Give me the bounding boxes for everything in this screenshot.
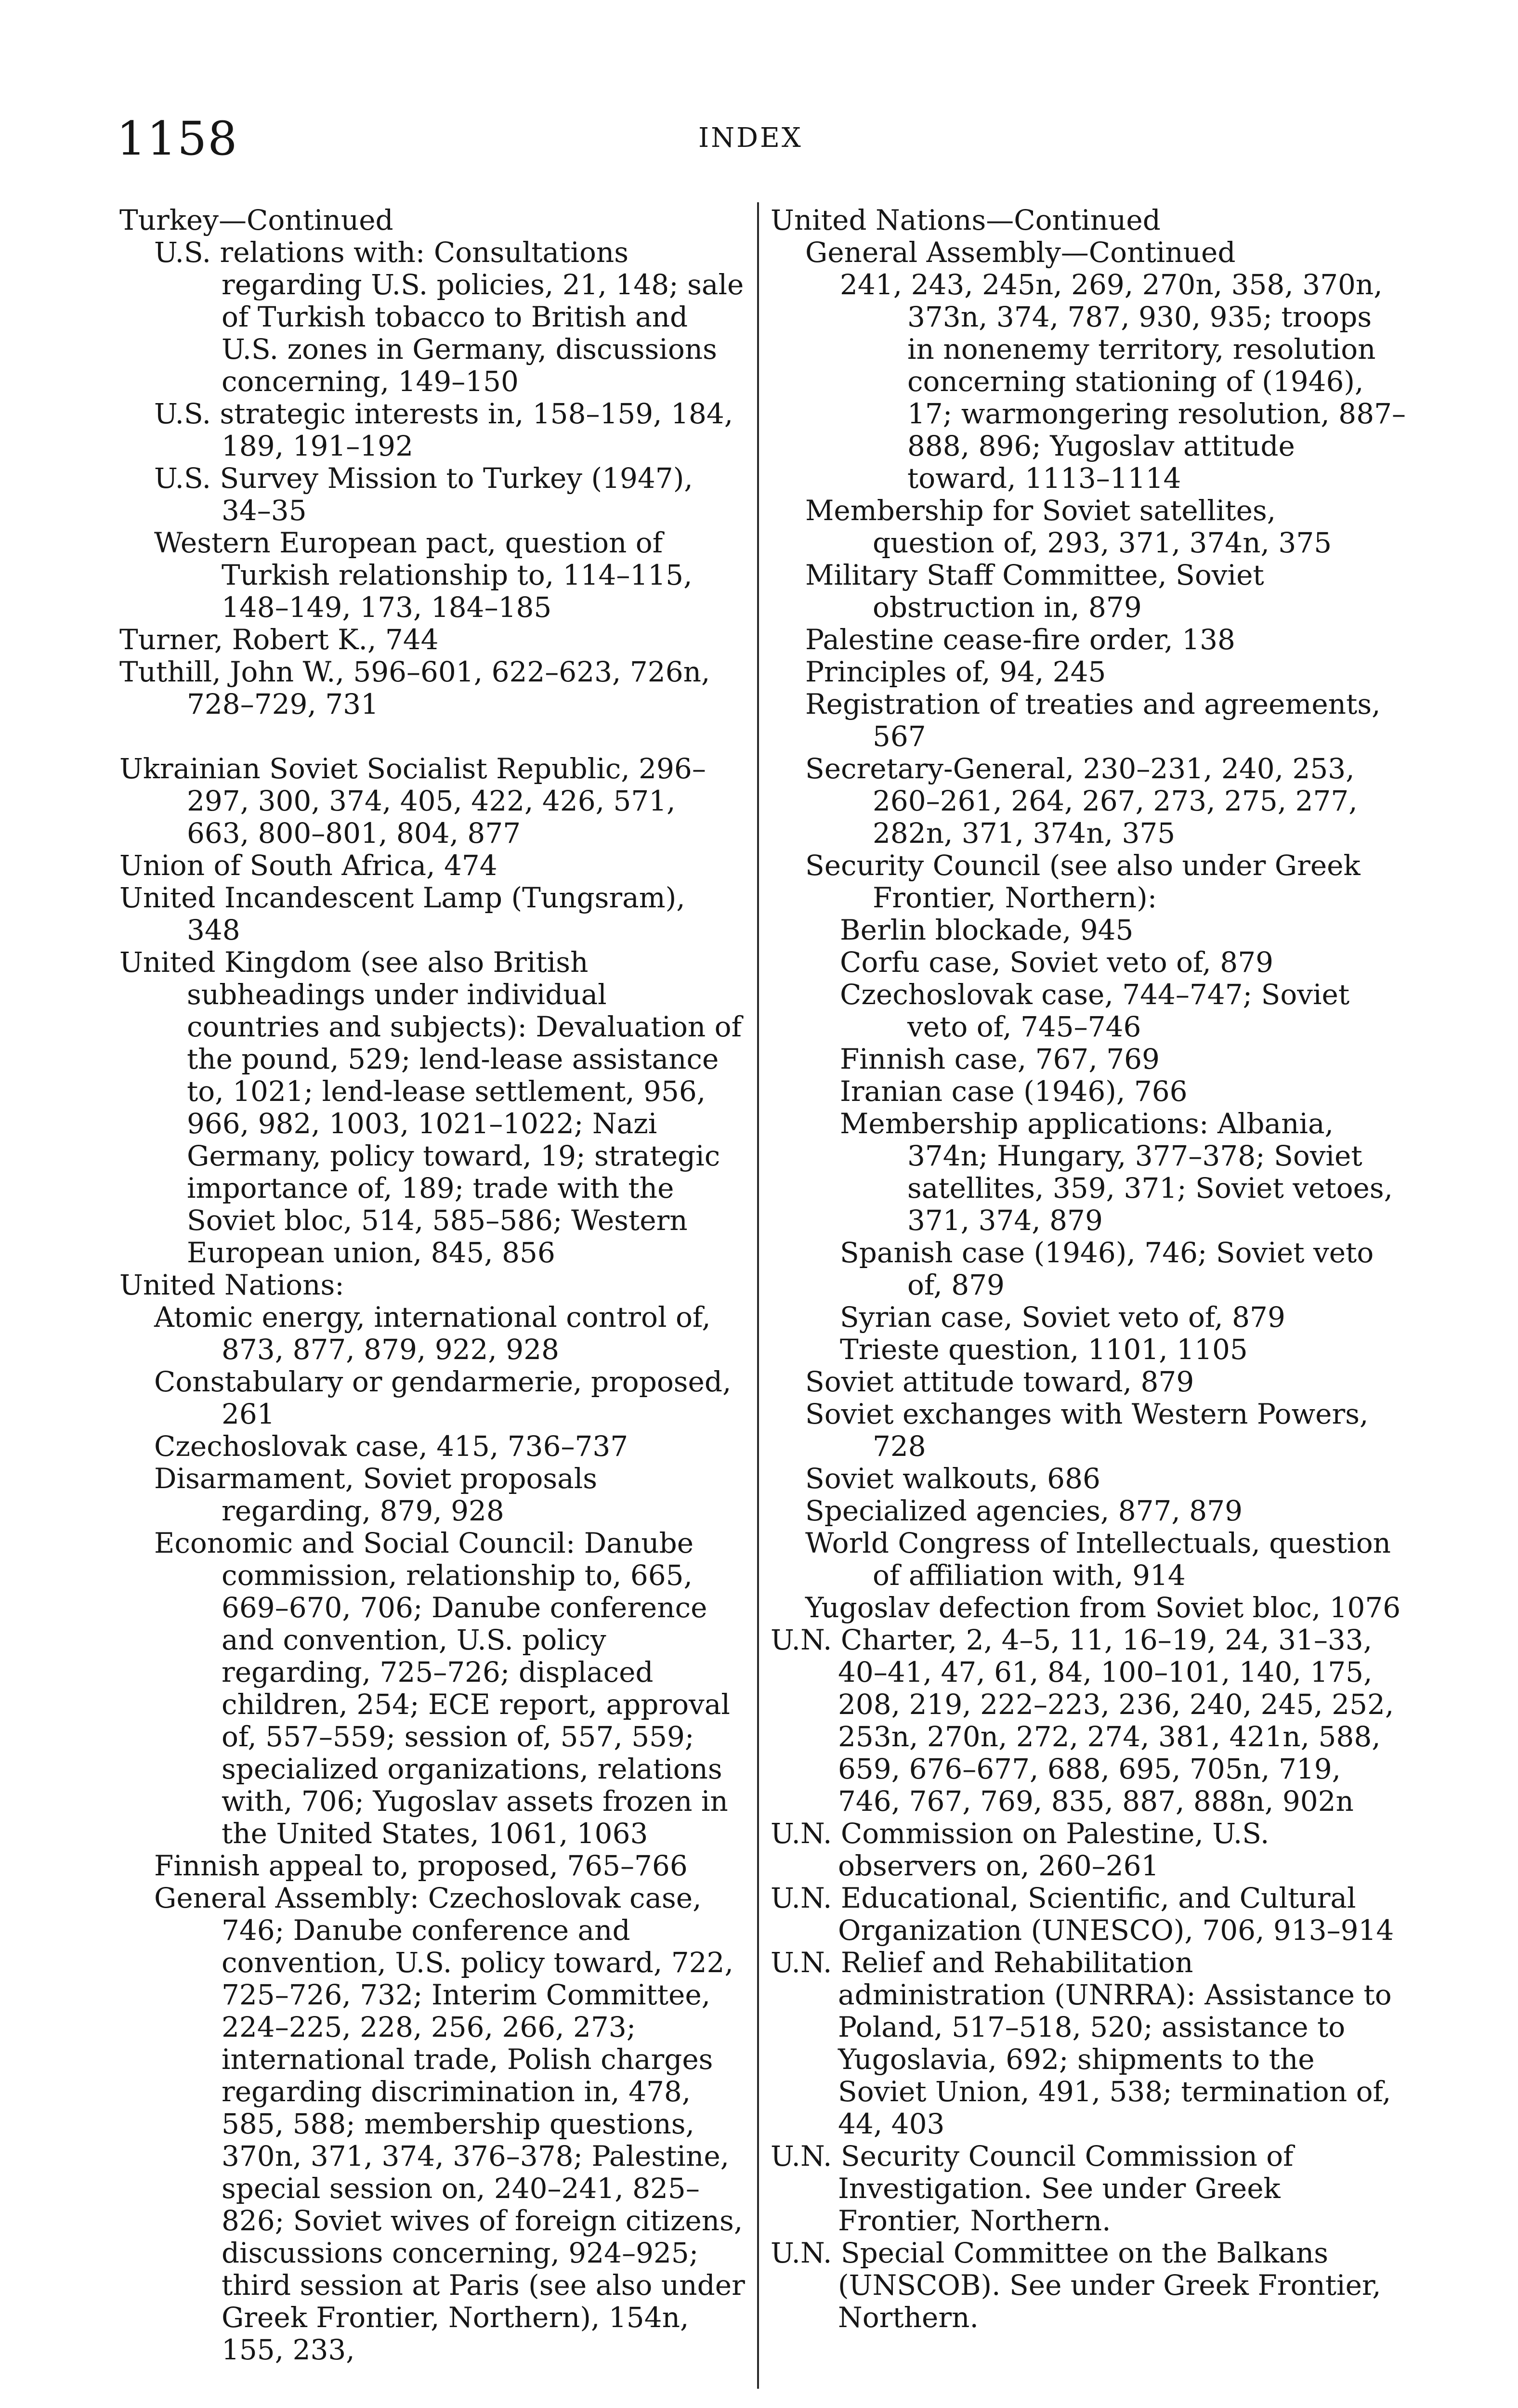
index-entry: World Congress of Intellectuals, question of affiliation with, 914 xyxy=(805,1527,1391,1592)
index-entry: Constabulary or gendarmerie, proposed, 261 xyxy=(154,1365,732,1430)
index-entry: Finnish case, 767, 769 xyxy=(840,1043,1160,1075)
index-entry: Military Staff Committee, Soviet obstruction in, 879 xyxy=(805,559,1264,624)
index-entry: 241, 243, 245n, 269, 270n, 358, 370n, 373n, 374, 787, 930, 935; troops in nonenemy territory, resolution concerning stationing of (1946), 17; warmongering resolution, 887–888, 896; Yugoslav attitude toward, 1113–1114 xyxy=(840,268,1406,495)
index-entry: Berlin blockade, 945 xyxy=(840,914,1134,946)
entry-spacer xyxy=(119,720,746,753)
index-entry: Membership for Soviet satellites, question of, 293, 371, 374n, 375 xyxy=(805,494,1332,559)
index-entry: United Incandescent Lamp (Tungsram), 348 xyxy=(119,881,685,946)
index-entry: Tuthill, John W., 596–601, 622–623, 726n, 728–729, 731 xyxy=(119,655,710,720)
index-entry: Turner, Robert K., 744 xyxy=(119,623,439,656)
index-entry: Specialized agencies, 877, 879 xyxy=(805,1494,1243,1527)
index-column-left xyxy=(119,204,746,2366)
index-entry: Corfu case, Soviet veto of, 879 xyxy=(840,946,1273,979)
index-entry: U.N. Educational, Scientific, and Cultural Organization (UNESCO), 706, 913–914 xyxy=(771,1882,1394,1947)
index-entry: Registration of treaties and agreements, 567 xyxy=(805,688,1381,753)
index-entry: Union of South Africa, 474 xyxy=(119,849,497,882)
index-entry: General Assembly—Continued xyxy=(805,236,1236,269)
index-entry: Finnish appeal to, proposed, 765–766 xyxy=(154,1849,688,1882)
index-entry: Security Council (see also under Greek Frontier, Northern): xyxy=(805,849,1361,914)
index-entry: Syrian case, Soviet veto of, 879 xyxy=(840,1301,1285,1334)
index-entry: General Assembly: Czechoslovak case, 746; Danube conference and convention, U.S. policy toward, 722, 725–726, 732; Interim Committee, 224–225, 228, 256, 266, 273; international trade, Polish charges regarding discrimination in, 478, 585, 588; membership questions, 370n, 371, 374, 376–378; Palestine, special session on, 240–241, 825–826; Soviet wives of foreign citizens, discussions concerning, 924–925; third session at Paris (see also under Greek Frontier, Northern), 154n, 155, 233, xyxy=(154,1882,745,2366)
index-entry: U.S. Survey Mission to Turkey (1947), 34–35 xyxy=(154,462,693,527)
index-entry: United Kingdom (see also British subheadings under individual countries and subjects): Devaluation of the pound, 529; lend-lease assistance to, 1021; lend-lease settlement, 956, 966, 982, 1003, 1021–1022; Nazi Germany, policy toward, 19; strategic importance of, 189; trade with the Soviet bloc, 514, 585–586; Western European union, 845, 856 xyxy=(119,946,742,1269)
index-entry: Turkey—Continued xyxy=(119,204,393,236)
index-column-right xyxy=(771,204,1406,2334)
index-entry: Soviet exchanges with Western Powers, 728 xyxy=(805,1398,1369,1463)
index-entry: Iranian case (1946), 766 xyxy=(840,1075,1188,1108)
index-entry: Czechoslovak case, 744–747; Soviet veto of, 745–746 xyxy=(840,978,1350,1043)
index-entry: Membership applications: Albania, 374n; Hungary, 377–378; Soviet satellites, 359, 371; Soviet vetoes, 371, 374, 879 xyxy=(840,1107,1393,1237)
index-entry: U.N. Charter, 2, 4–5, 11, 16–19, 24, 31–33, 40–41, 47, 61, 84, 100–101, 140, 175, 208, 219, 222–223, 236, 240, 245, 252, 253n, 270n, 272, 274, 381, 421n, 588, 659, 676–677, 688, 695, 705n, 719, 746, 767, 769, 835, 887, 888n, 902n xyxy=(771,1623,1394,1818)
index-entry: Czechoslovak case, 415, 736–737 xyxy=(154,1430,628,1463)
index-entry: U.S. relations with: Consultations regarding U.S. policies, 21, 148; sale of Turkish tobacco to British and U.S. zones in Germany, discussions concerning, 149–150 xyxy=(154,236,744,398)
index-entry: Palestine cease-fire order, 138 xyxy=(805,623,1235,656)
running-head: INDEX xyxy=(698,122,803,154)
page-number: 1158 xyxy=(117,112,238,166)
index-entry: Western European pact, question of Turkish relationship to, 114–115, 148–149, 173, 184–185 xyxy=(154,526,693,624)
index-entry: Economic and Social Council: Danube commission, relationship to, 665, 669–670, 706; Danube conference and convention, U.S. policy regarding, 725–726; displaced children, 254; ECE report, approval of, 557–559; session of, 557, 559; specialized organizations, relations with, 706; Yugoslav assets frozen in the United States, 1061, 1063 xyxy=(154,1527,730,1850)
index-entry: Soviet walkouts, 686 xyxy=(805,1462,1100,1495)
index-entry: Disarmament, Soviet proposals regarding, 879, 928 xyxy=(154,1462,598,1527)
index-entry: United Nations—Continued xyxy=(771,204,1161,236)
index-entry: Trieste question, 1101, 1105 xyxy=(840,1333,1248,1366)
index-entry: Soviet attitude toward, 879 xyxy=(805,1365,1194,1398)
index-entry: U.N. Relief and Rehabilitation administration (UNRRA): Assistance to Poland, 517–518, 520; assistance to Yugoslavia, 692; shipments to the Soviet Union, 491, 538; termination of, 44, 403 xyxy=(771,1946,1392,2140)
column-divider xyxy=(757,202,759,2389)
index-entry: Yugoslav defection from Soviet bloc, 1076 xyxy=(805,1591,1401,1624)
index-entry: Secretary-General, 230–231, 240, 253, 260–261, 264, 267, 273, 275, 277, 282n, 371, 374n, 375 xyxy=(805,752,1358,850)
index-entry: U.N. Special Committee on the Balkans (UNSCOB). See under Greek Frontier, Northern. xyxy=(771,2237,1381,2334)
index-entry: Spanish case (1946), 746; Soviet veto of, 879 xyxy=(840,1236,1374,1301)
index-entry: United Nations: xyxy=(119,1269,344,1301)
index-entry: Ukrainian Soviet Socialist Republic, 296–297, 300, 374, 405, 422, 426, 571, 663, 800–801, 804, 877 xyxy=(119,752,706,850)
index-entry: U.S. strategic interests in, 158–159, 184, 189, 191–192 xyxy=(154,397,733,462)
index-entry: Principles of, 94, 245 xyxy=(805,655,1106,688)
index-entry: U.N. Commission on Palestine, U.S. observers on, 260–261 xyxy=(771,1817,1269,1882)
index-entry: U.N. Security Council Commission of Investigation. See under Greek Frontier, Northern. xyxy=(771,2140,1294,2237)
index-entry: Atomic energy, international control of, 873, 877, 879, 922, 928 xyxy=(154,1301,711,1366)
